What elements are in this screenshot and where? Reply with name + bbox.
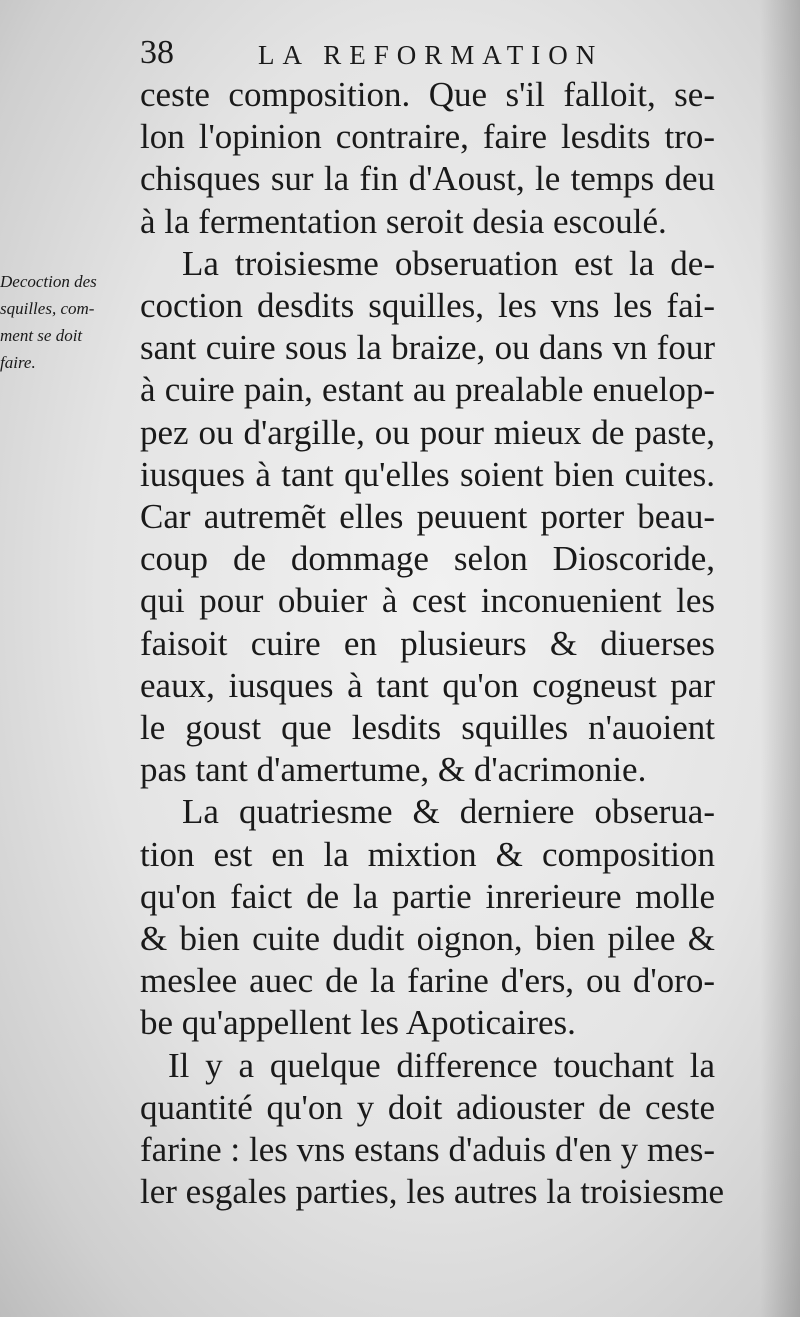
- text-line: iusques à tant qu'elles soient bien cuites.: [140, 454, 715, 494]
- text-line: coup de dommage selon Dioscoride,: [140, 539, 715, 579]
- text-line: La troisiesme obseruation est la de-: [182, 243, 715, 283]
- text-line: meslee auec de la farine d'ers, ou d'oro-: [140, 961, 715, 1001]
- text-line: & bien cuite dudit oignon, bien pilee &: [140, 919, 715, 959]
- text-line: Il y a quelque difference touchant la: [168, 1045, 715, 1085]
- text-line: qu'on faict de la partie inrerieure molle: [140, 876, 715, 916]
- text-line: Car autremẽt elles peuuent porter beau-: [140, 497, 715, 537]
- page-header: [140, 28, 720, 78]
- text-line: pez ou d'argille, ou pour mieux de paste,: [140, 412, 715, 452]
- text-line: à la fermentation seroit desia escoulé.: [140, 201, 667, 241]
- margin-note: [0, 268, 132, 376]
- text-line: sant cuire sous la braize, ou dans vn four: [140, 328, 715, 368]
- text-line: chisques sur la fin d'Aoust, le temps deu: [140, 159, 715, 199]
- running-head: LA REFORMATION: [258, 40, 604, 70]
- text-line: La quatriesme & derniere obserua-: [182, 792, 715, 832]
- page-number: 38: [140, 34, 174, 71]
- text-line: be qu'appellent les Apoticaires.: [140, 1003, 576, 1043]
- text-line: farine : les vns estans d'aduis d'en y mes-: [140, 1130, 715, 1170]
- margin-note-line: ment se doit: [0, 326, 83, 345]
- text-line: coction desdits squilles, les vns les fai-: [140, 286, 715, 326]
- body-text: [140, 74, 725, 1213]
- text-line: eaux, iusques à tant qu'on cogneust par: [140, 665, 715, 705]
- text-line: tion est en la mixtion & composition: [140, 834, 715, 874]
- text-line: ceste composition. Que s'il falloit, se-: [140, 75, 715, 114]
- margin-note-line: squilles, com-: [0, 299, 95, 318]
- margin-note-line: Decoction des: [0, 272, 97, 291]
- text-line: qui pour obuier à cest inconuenient les: [140, 581, 715, 621]
- text-line: ler esgales parties, les autres la troisiesme: [140, 1172, 725, 1212]
- text-line: pas tant d'amertume, & d'acrimonie.: [140, 750, 647, 790]
- page-edge-shadow: [760, 0, 800, 1317]
- text-line: le goust que lesdits squilles n'auoient: [140, 708, 715, 748]
- margin-note-line: faire.: [0, 353, 36, 372]
- text-line: quantité qu'on y doit adiouster de ceste: [140, 1087, 715, 1127]
- text-line: lon l'opinion contraire, faire lesdits tro-: [140, 117, 715, 157]
- text-line: faisoit cuire en plusieurs & diuerses: [140, 623, 715, 663]
- text-line: à cuire pain, estant au prealable enuelop-: [140, 370, 715, 410]
